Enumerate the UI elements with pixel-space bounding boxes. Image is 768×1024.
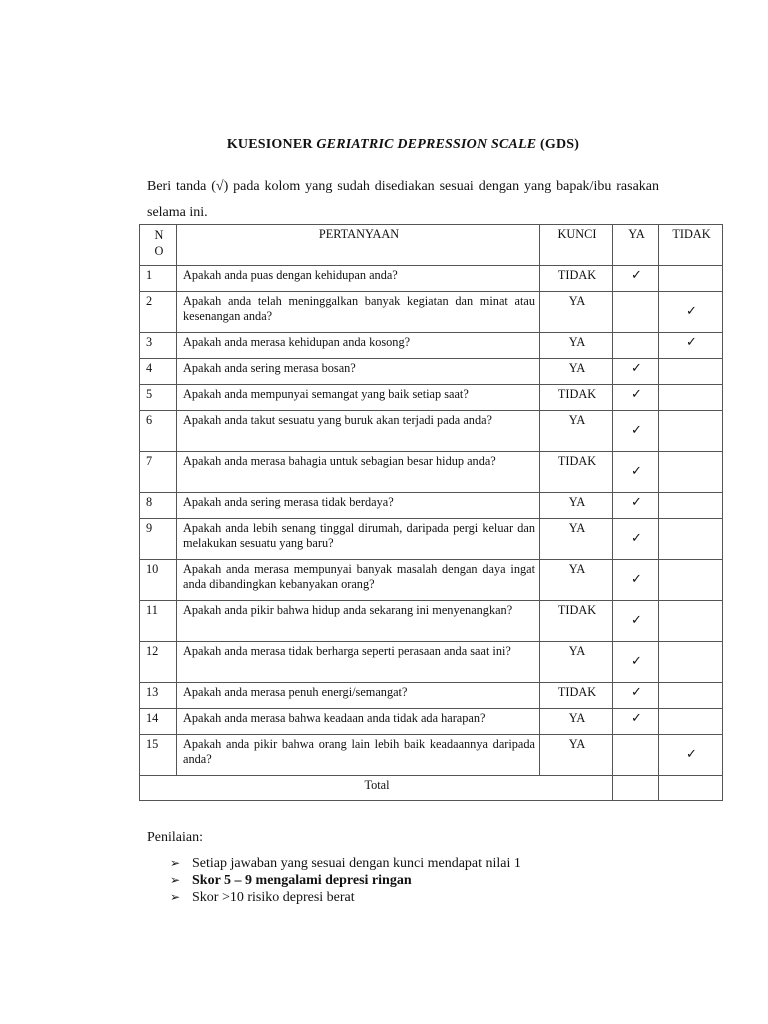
check-mark-icon: ✓ (631, 654, 642, 669)
row-question: Apakah anda pikir bahwa hidup anda sekarang ini menyenangkan? (177, 601, 540, 642)
row-key: TIDAK (540, 683, 613, 709)
row-yes-cell (613, 333, 659, 359)
check-mark-icon: ✓ (631, 361, 642, 376)
row-key: TIDAK (540, 385, 613, 411)
table-row (140, 452, 723, 493)
row-key: TIDAK (540, 452, 613, 493)
check-mark-icon: ✓ (686, 335, 697, 350)
table-row (140, 292, 723, 333)
row-number: 11 (140, 601, 177, 642)
row-key: YA (540, 333, 613, 359)
row-yes-cell (613, 735, 659, 776)
row-key: YA (540, 411, 613, 452)
row-key: YA (540, 493, 613, 519)
row-yes-cell (613, 642, 659, 683)
row-number: 4 (140, 359, 177, 385)
row-no-answer-cell (659, 493, 723, 519)
scoring-rule (170, 889, 521, 906)
header-yes: YA (613, 225, 659, 266)
check-mark-icon: ✓ (631, 423, 642, 438)
row-no-answer-cell (659, 333, 723, 359)
table-row (140, 560, 723, 601)
row-number: 15 (140, 735, 177, 776)
table-row (140, 266, 723, 292)
row-no-answer-cell (659, 735, 723, 776)
row-number: 10 (140, 560, 177, 601)
row-number: 9 (140, 519, 177, 560)
table-row (140, 735, 723, 776)
check-mark-icon: ✓ (631, 464, 642, 479)
header-question: PERTANYAAN (177, 225, 540, 266)
arrow-bullet-icon: ➢ (170, 890, 181, 904)
row-key: YA (540, 709, 613, 735)
row-no-answer-cell (659, 519, 723, 560)
row-question: Apakah anda merasa bahwa keadaan anda tidak ada harapan? (177, 709, 540, 735)
check-mark-icon: ✓ (631, 711, 642, 726)
row-yes-cell (613, 292, 659, 333)
scoring-heading: Penilaian: (147, 830, 203, 845)
header-no-answer: TIDAK (659, 225, 723, 266)
table-header-row (140, 225, 723, 266)
header-no: N O (140, 225, 177, 266)
gds-questionnaire-table (139, 224, 723, 801)
table-row (140, 493, 723, 519)
row-no-answer-cell (659, 601, 723, 642)
instructions: Beri tanda (√) pada kolom yang sudah disediakan sesuai dengan yang bapak/ibu rasakan selama ini. (147, 179, 659, 220)
row-number: 3 (140, 333, 177, 359)
row-yes-cell (613, 452, 659, 493)
row-yes-cell (613, 493, 659, 519)
row-number: 7 (140, 452, 177, 493)
row-yes-cell (613, 359, 659, 385)
row-question: Apakah anda takut sesuatu yang buruk akan terjadi pada anda? (177, 411, 540, 452)
row-question: Apakah anda merasa penuh energi/semangat? (177, 683, 540, 709)
row-no-answer-cell (659, 411, 723, 452)
row-key: TIDAK (540, 266, 613, 292)
row-question: Apakah anda pikir bahwa orang lain lebih baik keadaannya daripada anda? (177, 735, 540, 776)
table-body (140, 266, 723, 776)
table-row (140, 519, 723, 560)
row-question: Apakah anda sering merasa tidak berdaya? (177, 493, 540, 519)
check-mark-icon: ✓ (631, 268, 642, 283)
total-yes (613, 776, 659, 801)
row-number: 14 (140, 709, 177, 735)
row-no-answer-cell (659, 683, 723, 709)
row-key: YA (540, 359, 613, 385)
row-question: Apakah anda puas dengan kehidupan anda? (177, 266, 540, 292)
row-yes-cell (613, 683, 659, 709)
scoring-rule (170, 855, 521, 872)
row-question: Apakah anda merasa tidak berharga seperti perasaan anda saat ini? (177, 642, 540, 683)
scoring-rule-text: Skor >10 risiko depresi berat (192, 890, 355, 905)
row-yes-cell (613, 519, 659, 560)
row-no-answer-cell (659, 359, 723, 385)
table-row (140, 333, 723, 359)
row-key: YA (540, 292, 613, 333)
row-number: 12 (140, 642, 177, 683)
row-question: Apakah anda merasa kehidupan anda kosong? (177, 333, 540, 359)
row-key: YA (540, 560, 613, 601)
table-row (140, 385, 723, 411)
check-mark-icon: ✓ (631, 613, 642, 628)
row-question: Apakah anda mempunyai semangat yang baik setiap saat? (177, 385, 540, 411)
row-key: TIDAK (540, 601, 613, 642)
row-number: 13 (140, 683, 177, 709)
table-row (140, 642, 723, 683)
row-yes-cell (613, 709, 659, 735)
row-question: Apakah anda sering merasa bosan? (177, 359, 540, 385)
check-mark-icon: ✓ (631, 387, 642, 402)
document-title (0, 137, 768, 153)
row-yes-cell (613, 601, 659, 642)
table-row (140, 359, 723, 385)
title-suffix: (GDS) (536, 137, 580, 152)
header-key: KUNCI (540, 225, 613, 266)
row-key: YA (540, 735, 613, 776)
check-mark-icon: ✓ (631, 531, 642, 546)
row-number: 6 (140, 411, 177, 452)
row-yes-cell (613, 560, 659, 601)
scoring-rules-list (170, 855, 521, 906)
row-number: 5 (140, 385, 177, 411)
check-mark-icon: ✓ (631, 495, 642, 510)
row-yes-cell (613, 385, 659, 411)
scoring-rule (170, 872, 521, 889)
row-question: Apakah anda lebih senang tinggal dirumah, daripada pergi keluar dan melakukan sesuatu yang baru? (177, 519, 540, 560)
scoring-rule-text: Skor 5 – 9 mengalami depresi ringan (192, 873, 412, 888)
row-no-answer-cell (659, 452, 723, 493)
total-row (140, 776, 723, 801)
row-number: 2 (140, 292, 177, 333)
title-italic: GERIATRIC DEPRESSION SCALE (316, 137, 537, 152)
row-no-answer-cell (659, 560, 723, 601)
row-yes-cell (613, 411, 659, 452)
row-no-answer-cell (659, 292, 723, 333)
row-no-answer-cell (659, 385, 723, 411)
check-mark-icon: ✓ (686, 747, 697, 762)
scoring-rule-text: Setiap jawaban yang sesuai dengan kunci mendapat nilai 1 (192, 856, 521, 871)
total-label: Total (140, 776, 613, 801)
row-question: Apakah anda telah meninggalkan banyak kegiatan dan minat atau kesenangan anda? (177, 292, 540, 333)
row-number: 1 (140, 266, 177, 292)
row-question: Apakah anda merasa mempunyai banyak masalah dengan daya ingat anda dibandingkan kebanyakan orang? (177, 560, 540, 601)
row-question: Apakah anda merasa bahagia untuk sebagian besar hidup anda? (177, 452, 540, 493)
check-mark-icon: ✓ (686, 304, 697, 319)
table-row (140, 411, 723, 452)
check-mark-icon: ✓ (631, 685, 642, 700)
table-row (140, 709, 723, 735)
row-yes-cell (613, 266, 659, 292)
check-mark-icon: ✓ (631, 572, 642, 587)
total-no-answer (659, 776, 723, 801)
row-no-answer-cell (659, 266, 723, 292)
row-number: 8 (140, 493, 177, 519)
row-key: YA (540, 519, 613, 560)
row-no-answer-cell (659, 709, 723, 735)
table-row (140, 683, 723, 709)
title-prefix: KUESIONER (226, 137, 317, 152)
row-no-answer-cell (659, 642, 723, 683)
arrow-bullet-icon: ➢ (170, 856, 181, 870)
row-key: YA (540, 642, 613, 683)
table-row (140, 601, 723, 642)
arrow-bullet-icon: ➢ (170, 873, 181, 887)
